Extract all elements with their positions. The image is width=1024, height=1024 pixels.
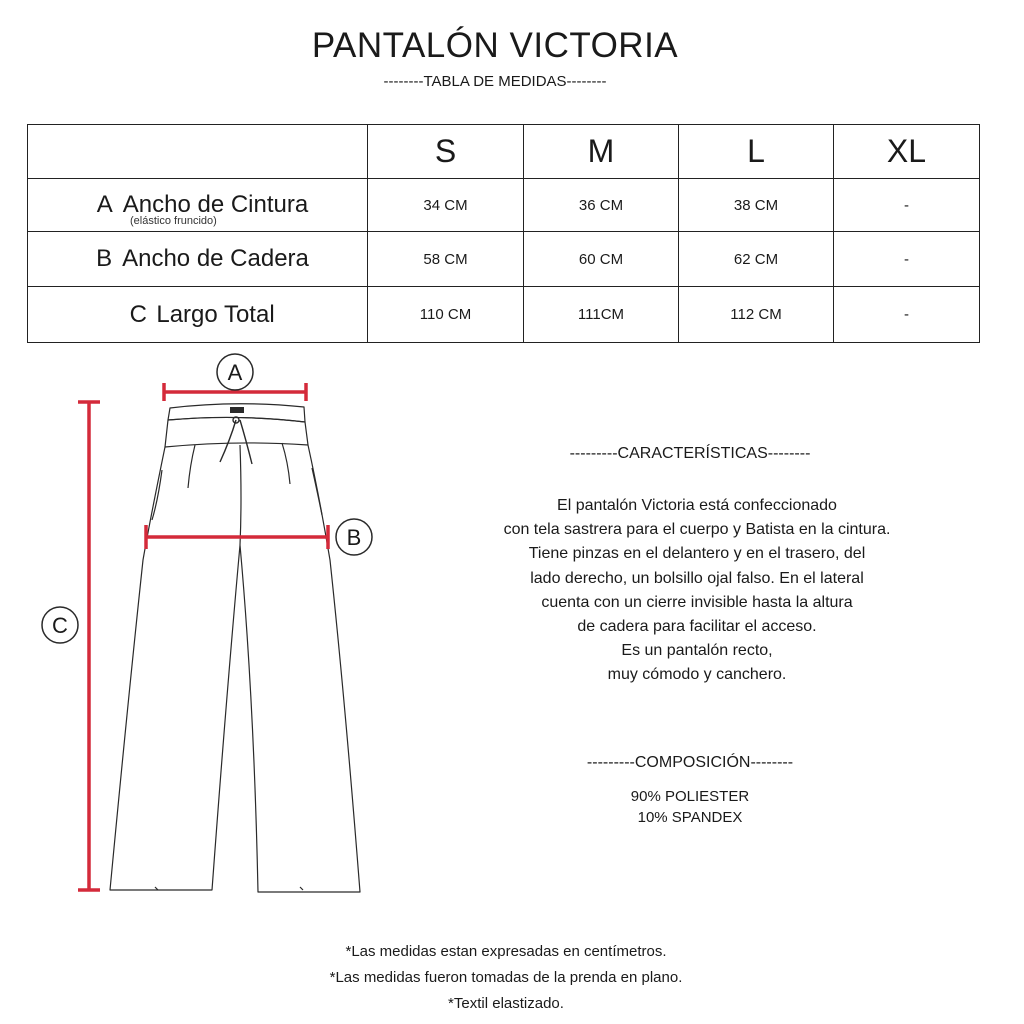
row-label bbox=[28, 179, 368, 232]
row-letter: C bbox=[129, 300, 148, 328]
size-header-row bbox=[28, 125, 980, 179]
features-line: Es un pantalón recto, bbox=[621, 642, 773, 660]
composition-line: 90% POLIESTER bbox=[630, 788, 750, 805]
drawstring bbox=[220, 417, 252, 464]
row-name: Ancho de Cintura bbox=[122, 191, 309, 218]
size-header-s: S bbox=[368, 125, 524, 179]
size-header-empty bbox=[28, 125, 368, 179]
row-note: (elástico fruncido) bbox=[130, 215, 217, 227]
features-text bbox=[380, 494, 1014, 688]
table-cell: - bbox=[834, 287, 980, 343]
row-name: Ancho de Cadera bbox=[122, 245, 309, 272]
table-cell: 36 CM bbox=[524, 179, 679, 232]
size-header-m: M bbox=[524, 125, 679, 179]
features-line: cuenta con un cierre invisible hasta la altura bbox=[541, 593, 853, 611]
page-title: PANTALÓN VICTORIA bbox=[311, 26, 679, 65]
row-label bbox=[28, 287, 368, 343]
composition-text bbox=[380, 786, 1000, 828]
measure-b bbox=[146, 519, 372, 555]
table-cell: 58 CM bbox=[368, 232, 524, 287]
table-row-length bbox=[28, 287, 980, 343]
row-letter: A bbox=[96, 191, 113, 218]
table-cell: - bbox=[834, 179, 980, 232]
row-label bbox=[28, 232, 368, 287]
footnote: *Textil elastizado. bbox=[448, 995, 564, 1012]
table-cell: 62 CM bbox=[679, 232, 834, 287]
marker-c: C bbox=[52, 613, 68, 638]
table-cell: 38 CM bbox=[679, 179, 834, 232]
table-row-hip bbox=[28, 232, 980, 287]
table-cell: 111CM bbox=[524, 287, 679, 343]
features-heading: ---------CARACTERÍSTICAS-------- bbox=[569, 445, 811, 462]
label-patch bbox=[230, 407, 244, 413]
page-subtitle: --------TABLA DE MEDIDAS-------- bbox=[383, 73, 607, 90]
row-letter: B bbox=[96, 245, 113, 272]
table-cell: 60 CM bbox=[524, 232, 679, 287]
features-line: Tiene pinzas en el delantero y en el trasero, del bbox=[528, 545, 866, 563]
size-header-l: L bbox=[679, 125, 834, 179]
row-name: Largo Total bbox=[156, 300, 275, 328]
footnote: *Las medidas estan expresadas en centímetros. bbox=[345, 943, 667, 960]
pants-outline bbox=[110, 404, 360, 892]
composition-line: 10% SPANDEX bbox=[637, 809, 743, 826]
footnotes bbox=[0, 939, 1012, 1017]
features-line: El pantalón Victoria está confeccionado bbox=[557, 497, 837, 514]
features-line: lado derecho, un bolsillo ojal falso. En el lateral bbox=[530, 569, 864, 587]
features-line: con tela sastrera para el cuerpo y Batista en la cintura. bbox=[503, 521, 891, 539]
table-row-waist bbox=[28, 179, 980, 232]
composition-heading: ---------COMPOSICIÓN-------- bbox=[586, 754, 794, 771]
measure-a bbox=[164, 354, 306, 401]
size-table bbox=[27, 124, 980, 343]
features-line: muy cómodo y canchero. bbox=[607, 666, 787, 684]
footnote: *Las medidas fueron tomadas de la prenda en plano. bbox=[329, 969, 683, 986]
pants-diagram bbox=[0, 340, 400, 900]
features-line: de cadera para facilitar el acceso. bbox=[577, 618, 817, 636]
marker-b: B bbox=[346, 525, 362, 550]
measure-c bbox=[42, 402, 100, 890]
table-cell: - bbox=[834, 232, 980, 287]
table-cell: 112 CM bbox=[679, 287, 834, 343]
table-cell: 34 CM bbox=[368, 179, 524, 232]
marker-a: A bbox=[227, 360, 243, 385]
size-header-xl: XL bbox=[834, 125, 980, 179]
table-cell: 110 CM bbox=[368, 287, 524, 343]
